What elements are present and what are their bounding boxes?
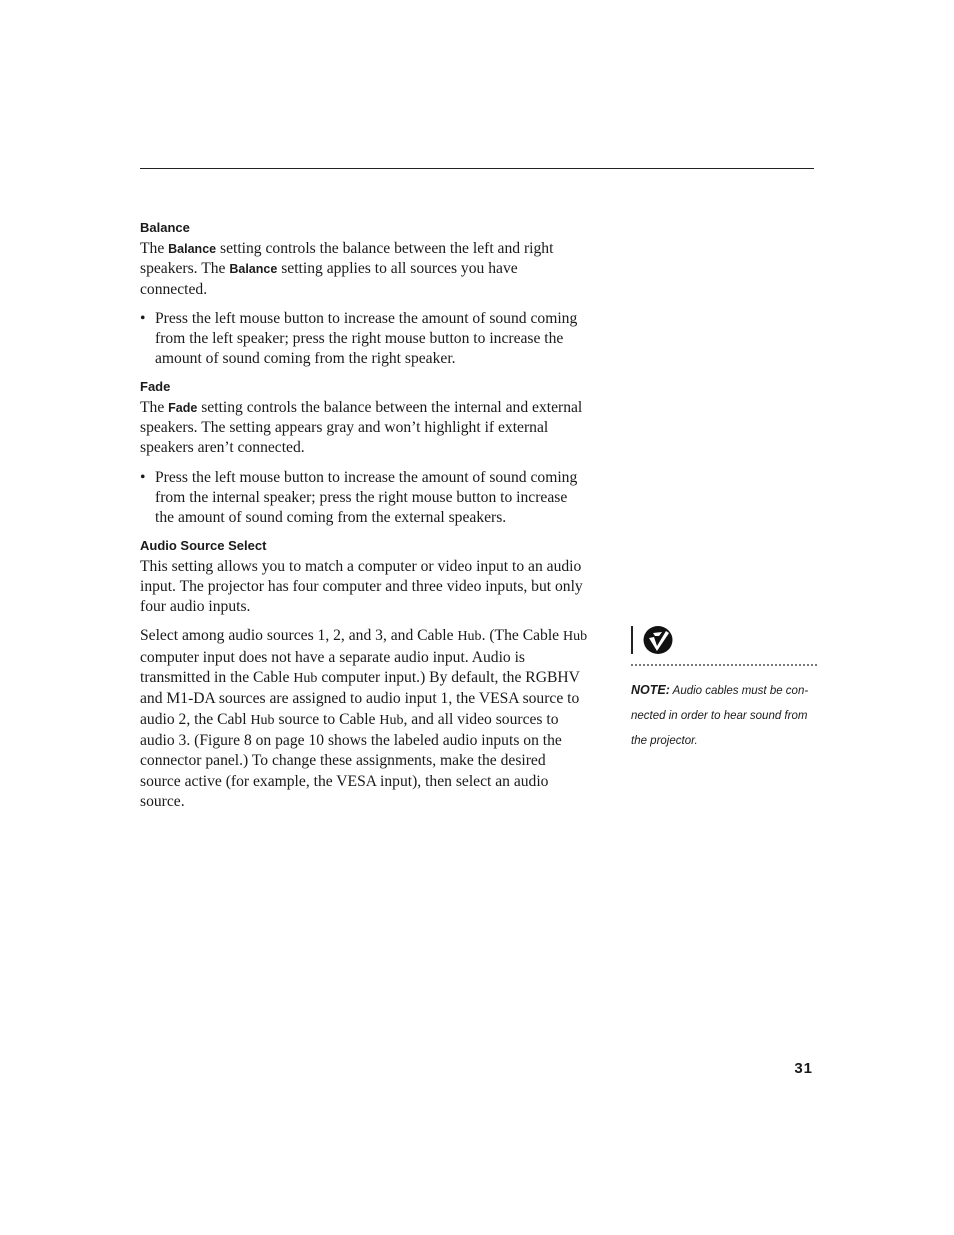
note-marker	[631, 624, 821, 656]
main-column	[140, 221, 588, 821]
text: Select among audio sources 1, 2, and 3, and Cable	[140, 627, 458, 645]
text: computer input does not have a separate audio input. Audio is transmitted in the Cable	[140, 648, 525, 687]
list-item-text: Press the left mouse button to increase the amount of sound coming from the internal speaker; press the right mouse button to increase the amount of sound coming from the external speakers.	[155, 468, 578, 527]
text: Hub	[250, 712, 275, 728]
text: computer input.) By default, the RGBHV and M1-DA sources are assigned to audio input 1, the VESA source to audio 2, the Cabl	[140, 669, 580, 728]
text: Hub	[293, 671, 318, 687]
note-body: Audio cables must be con-nected in order to hear sound from the projector.	[631, 685, 809, 747]
fade-bullets	[140, 468, 588, 529]
keyword: Balance	[168, 242, 217, 256]
fade-heading: Fade	[140, 378, 171, 394]
note-label: NOTE:	[631, 683, 670, 697]
fade-paragraph	[140, 398, 588, 459]
text: , and all video sources to audio 3. (Figure 8 on page 10 shows the labeled audio inputs on the connector panel.) To change these assignments, make the desired source active (for example, the VESA input), then select an audio source.	[140, 710, 562, 810]
keyword: Fade	[168, 400, 198, 415]
page-number: 31	[794, 1060, 813, 1077]
note-bar	[631, 626, 633, 654]
text: The	[140, 240, 169, 257]
audio-source-paragraph-2	[140, 626, 588, 812]
check-logo-icon	[642, 625, 674, 655]
text: source to Cable	[274, 710, 380, 728]
list-item-text: Press the left mouse button to increase the amount of sound coming from the left speaker; press the right mouse button to increase the amount of sound coming from the right speaker.	[155, 309, 578, 368]
dotted-divider	[631, 664, 817, 666]
balance-heading: Balance	[140, 220, 190, 235]
text: Hub	[457, 629, 482, 645]
list-item	[140, 468, 588, 529]
list-item	[140, 309, 588, 370]
text: setting controls the balance between the left and right speakers. The	[140, 240, 554, 278]
text: The	[140, 398, 169, 416]
bullet-dot: •	[140, 309, 146, 327]
text: setting applies to all sources you have connected.	[140, 260, 518, 298]
text: . (The Cable	[481, 627, 563, 645]
text: Hub	[379, 712, 404, 728]
text: setting controls the balance between the internal and external speakers. The setting appears gray and won’t highlight if external speakers aren’t connected.	[140, 398, 583, 457]
header-rule	[140, 168, 814, 169]
balance-paragraph	[140, 239, 588, 300]
sidebar-note	[631, 624, 821, 754]
balance-bullets	[140, 309, 588, 370]
text: Hub	[562, 629, 588, 645]
note-text	[631, 678, 821, 754]
keyword: Balance	[229, 262, 278, 277]
audio-source-paragraph-1: This setting allows you to match a computer or video input to an audio input. The projector has four computer and three video inputs, but only four audio inputs.	[140, 557, 583, 616]
audio-source-heading: Audio Source Select	[140, 537, 267, 553]
bullet-dot: •	[140, 468, 146, 486]
